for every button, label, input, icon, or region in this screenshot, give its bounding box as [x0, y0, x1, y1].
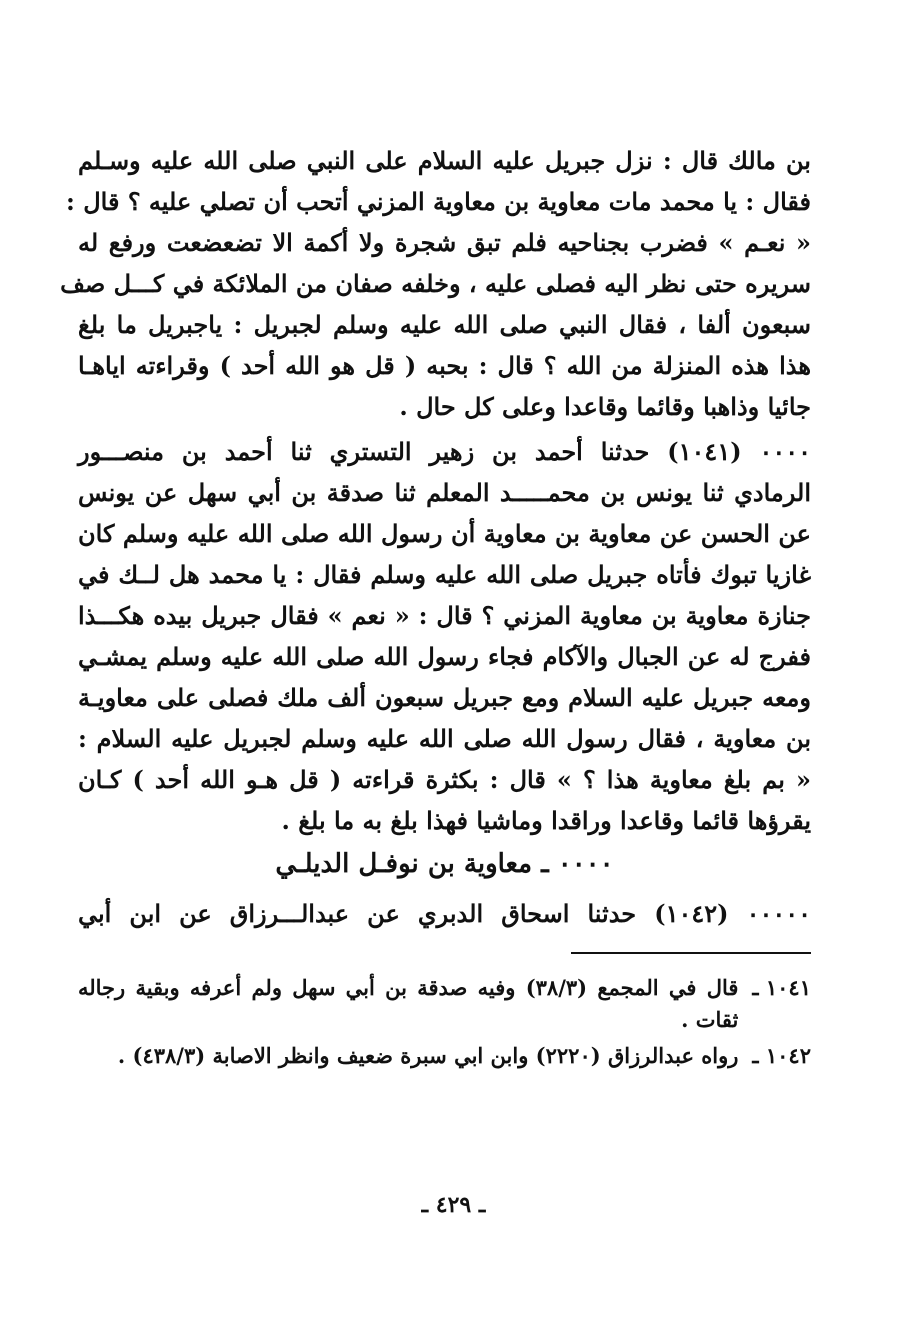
text-line: جنازة معاوية بن معاوية المزني ؟ قال : « نعم » فقال جبريل بيده هكـــذا	[78, 601, 811, 630]
page-body	[60, 140, 812, 1072]
paragraph-1	[60, 140, 811, 427]
paragraph-3	[78, 893, 811, 934]
text-line: ففرج له عن الجبال والآكام فجاء رسول الله صلى الله عليه وسلم يمشـي	[78, 642, 811, 671]
text-line: بن مالك قال : نزل جبريل عليه السلام على النبي صلى الله عليه وسـلم	[78, 146, 811, 175]
text-line: ٠٠٠٠٠ (١٠٤٢) حدثنا اسحاق الدبري عن عبدالـــرزاق عن ابن أبي	[78, 899, 812, 928]
text-line: بن معاوية ، فقال رسول الله صلى الله عليه وسلم لجبريل عليه السلام :	[78, 724, 812, 753]
footnote	[78, 972, 811, 1036]
text-line: عن الحسن عن معاوية بن معاوية أن رسول الله صلى الله عليه وسلم كان	[78, 519, 811, 548]
text-line: سبعون ألفا ، فقال النبي صلى الله عليه وسلم لجبريل : ياجبريل ما بلغ	[78, 310, 811, 339]
footnote-text: قال في المجمع (٣٨/٣) وفيه صدقة بن أبي سهل ولم أعرفه وبقية رجاله ثقات .	[78, 975, 739, 1032]
text-line: هذا هذه المنزلة من الله ؟ قال : بحبه ( قل هو الله أحد ) وقراءته اياهـا	[78, 351, 811, 380]
text-line: « بم بلغ معاوية هذا ؟ » قال : بكثرة قراءته ( قل هـو الله أحد ) كـان	[78, 765, 811, 794]
text-line: غازيا تبوك فأتاه جبريل صلى الله عليه وسلم فقال : يا محمد هل لــك في	[78, 560, 811, 589]
text-line: ٠٠٠٠ (١٠٤١) حدثنا أحمد بن زهير التستري ثنا أحمد بن منصـــور	[78, 437, 811, 466]
footnote-separator	[571, 952, 811, 954]
footnote-number: ١٠٤١ ـ	[752, 975, 811, 1000]
paragraph-2	[78, 431, 811, 841]
footnote-text: رواه عبدالرزاق (٢٢٢٠) وابن ابي سبرة ضعيف وانظر الاصابة (٤٣٨/٣) .	[117, 1043, 739, 1068]
text-line: فقال : يا محمد مات معاوية بن معاوية المزني أتحب أن تصلي عليه ؟ قال :	[66, 187, 811, 216]
text-line: سريره حتى نظر اليه فصلى عليه ، وخلفه صفان من الملائكة في كـــل صف	[60, 269, 811, 298]
text-line: جائيا وذاهبا وقائما وقاعدا وعلى كل حال .	[399, 392, 811, 421]
text-line: يقرؤها قائما وقاعدا وراقدا وماشيا فهذا بلغ به ما بلغ .	[281, 806, 811, 835]
footnotes	[78, 972, 811, 1072]
page-number: ـ ٤٢٩ ـ	[421, 1192, 486, 1218]
section-heading: ٠٠٠٠ ـ معاوية بن نوفـل الديلـي	[275, 849, 614, 879]
text-line: « نعـم » فضرب بجناحيه فلم تبق شجرة ولا أكمة الا تضعضعت ورفع له	[78, 228, 811, 257]
footnote	[78, 1040, 811, 1072]
footnote-number: ١٠٤٢ ـ	[752, 1043, 811, 1068]
text-line: الرمادي ثنا يونس بن محمـــــد المعلم ثنا صدقة بن أبي سهل عن يونس	[78, 478, 811, 507]
text-line: ومعه جبريل عليه السلام ومع جبريل سبعون ألف ملك فصلى على معاويـة	[78, 683, 811, 712]
